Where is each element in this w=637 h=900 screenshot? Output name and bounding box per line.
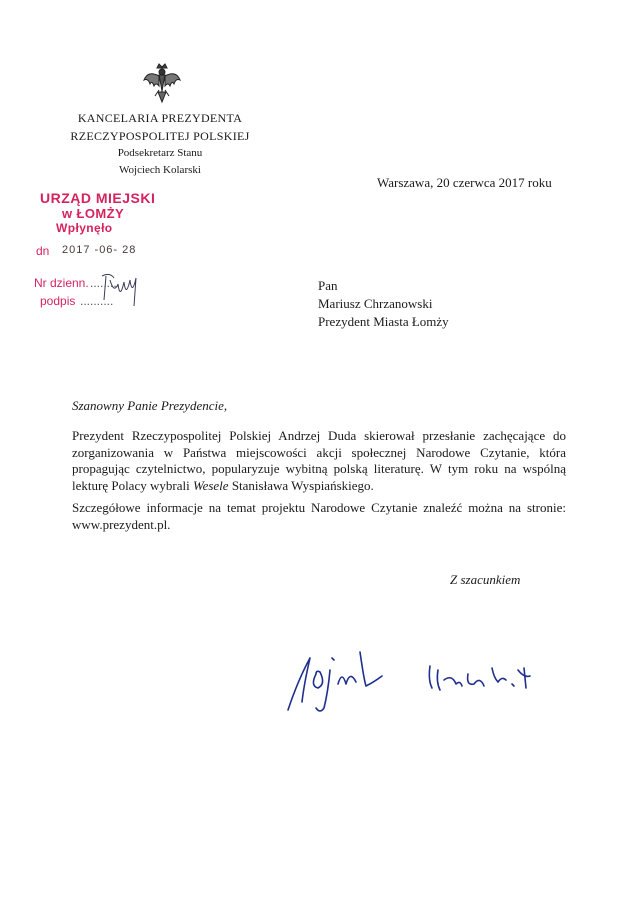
stamp-signature-label: podpis bbox=[40, 294, 76, 308]
letter-date: Warszawa, 20 czerwca 2017 roku bbox=[377, 175, 552, 190]
recipient-block bbox=[318, 277, 449, 331]
recipient-salutation: Pan bbox=[318, 278, 338, 293]
polish-eagle-emblem-icon bbox=[140, 62, 184, 106]
stamp-date-value: 2017 -06- 28 bbox=[62, 244, 137, 256]
stamp-date-label: dn bbox=[36, 244, 50, 258]
stamp-signature-dots: .......... bbox=[80, 294, 114, 308]
stamp-received: Wpłynęło bbox=[56, 221, 113, 235]
stamp-journal-number-label: Nr dzienn. bbox=[34, 276, 89, 290]
office-name-line2: RZECZYPOSPOLITEJ POLSKIEJ bbox=[70, 129, 250, 143]
book-title: Wesele bbox=[192, 477, 229, 493]
paragraph-1-text-end: Stanisława Wyspiańskiego. bbox=[228, 477, 374, 493]
letterhead bbox=[60, 110, 260, 179]
stamp-handwritten-initials bbox=[96, 270, 144, 314]
sender-name: Wojciech Kolarski bbox=[119, 164, 201, 176]
sender-position: Podsekretarz Stanu bbox=[117, 147, 203, 159]
letter-salutation: Szanowny Panie Prezydencie, bbox=[72, 398, 228, 413]
stamp-office: URZĄD MIEJSKI bbox=[40, 190, 156, 206]
paragraph-1-text: Prezydent Rzeczypospolitej Polskiej Andrzej Duda skierował przesłanie zachęcające do zorganizowania w Państwa miejscowości akcji społecznej Narodowe Czytanie, która propagując czytelnictwo, popularyzuje wybitną polską literaturę. W tym roku na wspólną lekturę Polacy wybrali bbox=[72, 428, 566, 493]
body-paragraph-2: Szczegółowe informacje na temat projektu Narodowe Czytanie znaleźć można na stronie: www.prezydent.pl. bbox=[72, 500, 566, 532]
closing-phrase: Z szacunkiem bbox=[450, 572, 521, 587]
stamp-journal-number-dots: ......... bbox=[90, 276, 121, 290]
handwritten-signature bbox=[280, 640, 550, 720]
stamp-city: w ŁOMŻY bbox=[62, 206, 125, 221]
recipient-title: Prezydent Miasta Łomży bbox=[318, 314, 449, 329]
recipient-name: Mariusz Chrzanowski bbox=[318, 296, 433, 311]
office-name-line1: KANCELARIA PREZYDENTA bbox=[77, 111, 243, 125]
body-paragraph-1 bbox=[72, 428, 566, 494]
